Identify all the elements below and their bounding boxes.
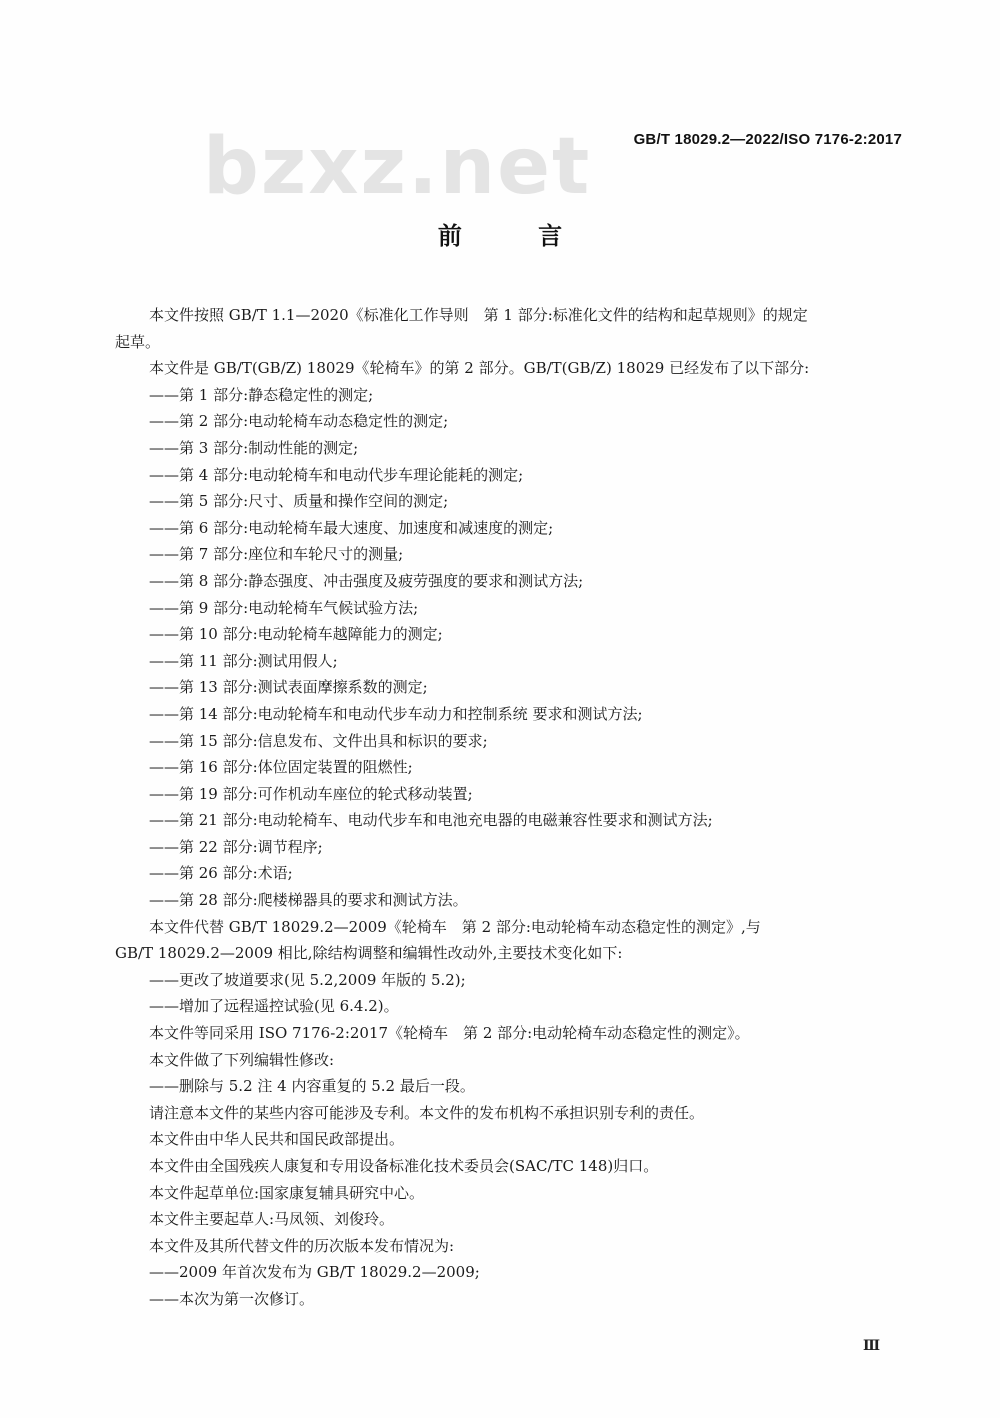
list-item: ——第 2 部分:电动轮椅车动态稳定性的测定;	[149, 412, 449, 431]
list-item: ——增加了远程遥控试验(见 6.4.2)。	[149, 997, 399, 1016]
paragraph-continuation: 起草。	[115, 332, 161, 351]
paragraph: 本文件由全国残疾人康复和专用设备标准化技术委员会(SAC/TC 148)归口。	[149, 1157, 659, 1175]
paragraph: 请注意本文件的某些内容可能涉及专利。本文件的发布机构不承担识别专利的责任。	[149, 1103, 705, 1122]
list-item: ——第 14 部分:电动轮椅车和电动代步车动力和控制系统 要求和测试方法;	[149, 704, 643, 723]
list-item: ——第 3 部分:制动性能的测定;	[149, 438, 359, 457]
list-item: ——第 7 部分:座位和车轮尺寸的测量;	[149, 545, 404, 564]
paragraph: 本文件按照 GB/T 1.1—2020《标准化工作导则 第 1 部分:标准化文件的结构和起草规则》的规定	[149, 306, 808, 324]
paragraph: 本文件起草单位:国家康复辅具研究中心。	[149, 1183, 425, 1202]
paragraph: 本文件由中华人民共和国民政部提出。	[149, 1130, 405, 1149]
paragraph: 本文件主要起草人:马凤领、刘俊玲。	[149, 1210, 395, 1229]
list-item: ——第 28 部分:爬楼梯器具的要求和测试方法。	[149, 891, 468, 910]
standard-code: GB/T 18029.2—2022/ISO 7176-2:2017	[633, 131, 902, 148]
list-item: ——第 10 部分:电动轮椅车越障能力的测定;	[149, 625, 443, 644]
list-item: ——第 8 部分:静态强度、冲击强度及疲劳强度的要求和测试方法;	[149, 571, 584, 590]
foreword-body	[115, 302, 905, 1313]
page-number: Ⅲ	[862, 1338, 880, 1354]
list-item: ——第 9 部分:电动轮椅车气候试验方法;	[149, 598, 419, 617]
paragraph: 本文件做了下列编辑性修改:	[149, 1050, 335, 1069]
paragraph: 本文件等同采用 ISO 7176-2:2017《轮椅车 第 2 部分:电动轮椅车动态稳定性的测定》。	[149, 1024, 750, 1043]
list-item: ——本次为第一次修订。	[149, 1289, 315, 1308]
list-item: ——2009 年首次发布为 GB/T 18029.2—2009;	[149, 1263, 480, 1282]
list-item: ——第 13 部分:测试表面摩擦系数的测定;	[149, 678, 428, 697]
paragraph: 本文件代替 GB/T 18029.2—2009《轮椅车 第 2 部分:电动轮椅车动态稳定性的测定》,与	[149, 917, 761, 936]
paragraph: 本文件及其所代替文件的历次版本发布情况为:	[149, 1236, 455, 1255]
list-item: ——删除与 5.2 注 4 内容重复的 5.2 最后一段。	[149, 1077, 475, 1096]
list-item: ——第 6 部分:电动轮椅车最大速度、加速度和减速度的测定;	[149, 518, 554, 537]
list-item: ——第 4 部分:电动轮椅车和电动代步车理论能耗的测定;	[149, 465, 524, 484]
list-item: ——第 15 部分:信息发布、文件出具和标识的要求;	[149, 731, 488, 750]
paragraph: 本文件是 GB/T(GB/Z) 18029《轮椅车》的第 2 部分。GB/T(GB/Z) 18029 已经发布了以下部分:	[149, 359, 810, 378]
list-item: ——第 22 部分:调节程序;	[149, 837, 323, 856]
list-item: ——第 19 部分:可作机动车座位的轮式移动装置;	[149, 784, 473, 803]
page-title: 前 言	[437, 222, 597, 250]
list-item: ——第 16 部分:体位固定装置的阻燃性;	[149, 758, 413, 777]
list-item: ——更改了坡道要求(见 5.2,2009 年版的 5.2);	[149, 970, 466, 989]
list-item: ——第 26 部分:术语;	[149, 864, 293, 883]
list-item: ——第 11 部分:测试用假人;	[149, 651, 338, 670]
list-item: ——第 5 部分:尺寸、质量和操作空间的测定;	[149, 492, 449, 511]
list-item: ——第 1 部分:静态稳定性的测定;	[149, 385, 374, 404]
watermark: bzxz.net	[203, 122, 592, 212]
paragraph-continuation: GB/T 18029.2—2009 相比,除结构调整和编辑性改动外,主要技术变化如下:	[115, 944, 623, 963]
list-item: ——第 21 部分:电动轮椅车、电动代步车和电池充电器的电磁兼容性要求和测试方法;	[149, 811, 713, 830]
